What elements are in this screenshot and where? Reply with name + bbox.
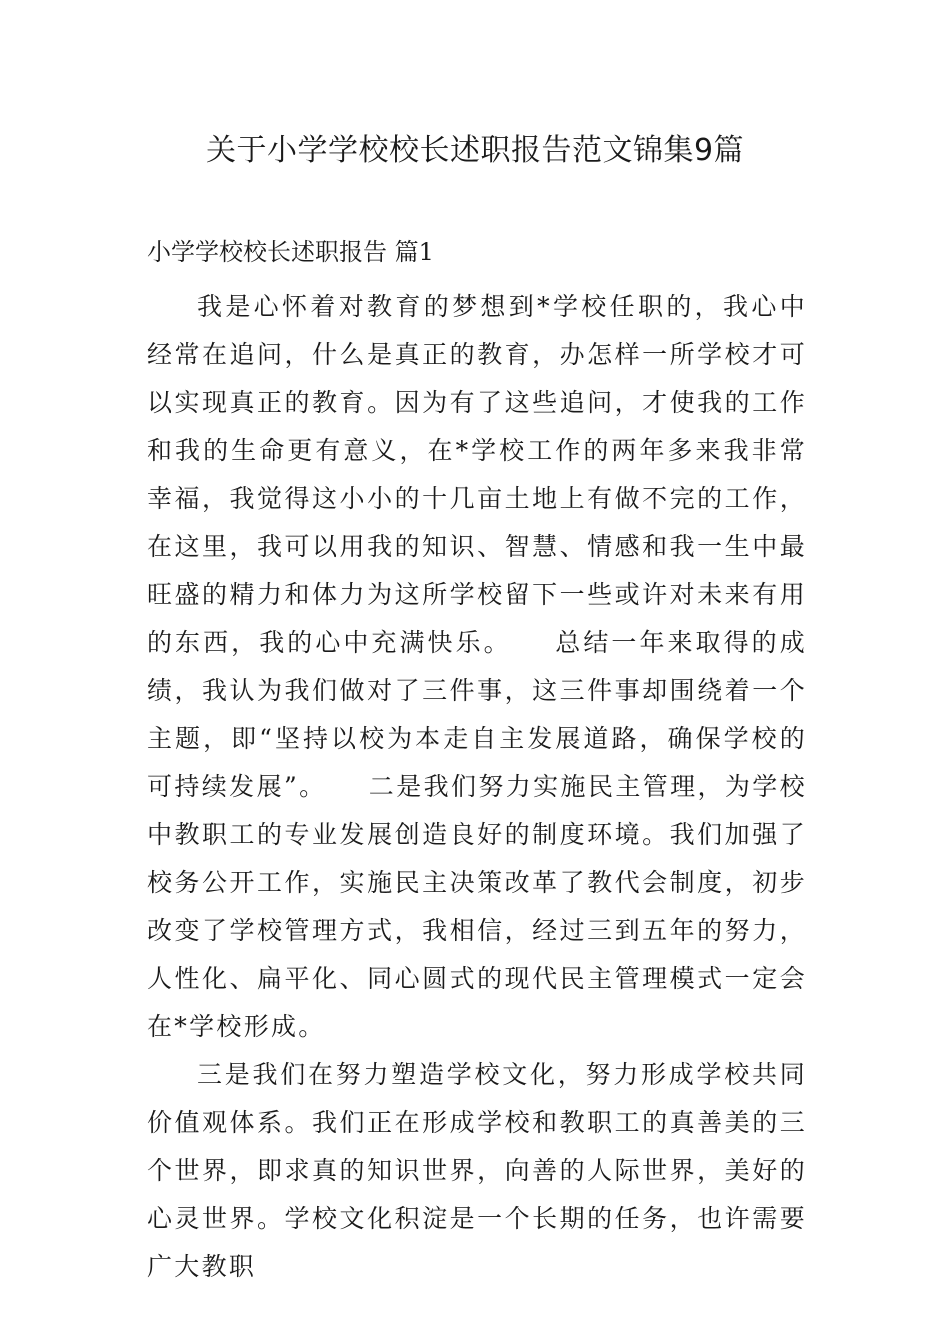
paragraph: 我是心怀着对教育的梦想到*学校任职的，我心中经常在追问，什么是真正的教育，办怎样一所学校才可以实现真正的教育。因为有了这些追问，才使我的工作和我的生命更有意义，在*学校工作的两年多来我非常幸福，我觉得这小小的十几亩土地上有做不完的工作，在这里，我可以用我的知识、智慧、情感和我一生中最旺盛的精力和体力为这所学校留下一些或许对未来有用的东西，我的心中充满快乐。 总结一年来取得的成绩，我认为我们做对了三件事，这三件事却围绕着一个主题，即“坚持以校为本走自主发展道路，确保学校的可持续发展”。 二是我们努力实施民主管理，为学校中教职工的专业发展创造良好的制度环境。我们加强了校务公开工作，实施民主决策改革了教代会制度，初步改变了学校管理方式，我相信，经过三到五年的努力，人性化、扁平化、同心圆式的现代民主管理模式一定会在*学校形成。 bbox=[147, 292, 807, 1041]
document-title: 关于小学学校校长述职报告范文锦集9篇 bbox=[205, 133, 745, 168]
paragraph: 三是我们在努力塑造学校文化，努力形成学校共同价值观体系。我们正在形成学校和教职工的真善美的三个世界，即求真的知识世界，向善的人际世界，美好的心灵世界。学校文化积淀是一个长期的任务，也许需要广大教职 bbox=[147, 1060, 807, 1281]
document-body bbox=[147, 283, 807, 1291]
section-heading: 小学学校校长述职报告 篇1 bbox=[147, 238, 434, 266]
